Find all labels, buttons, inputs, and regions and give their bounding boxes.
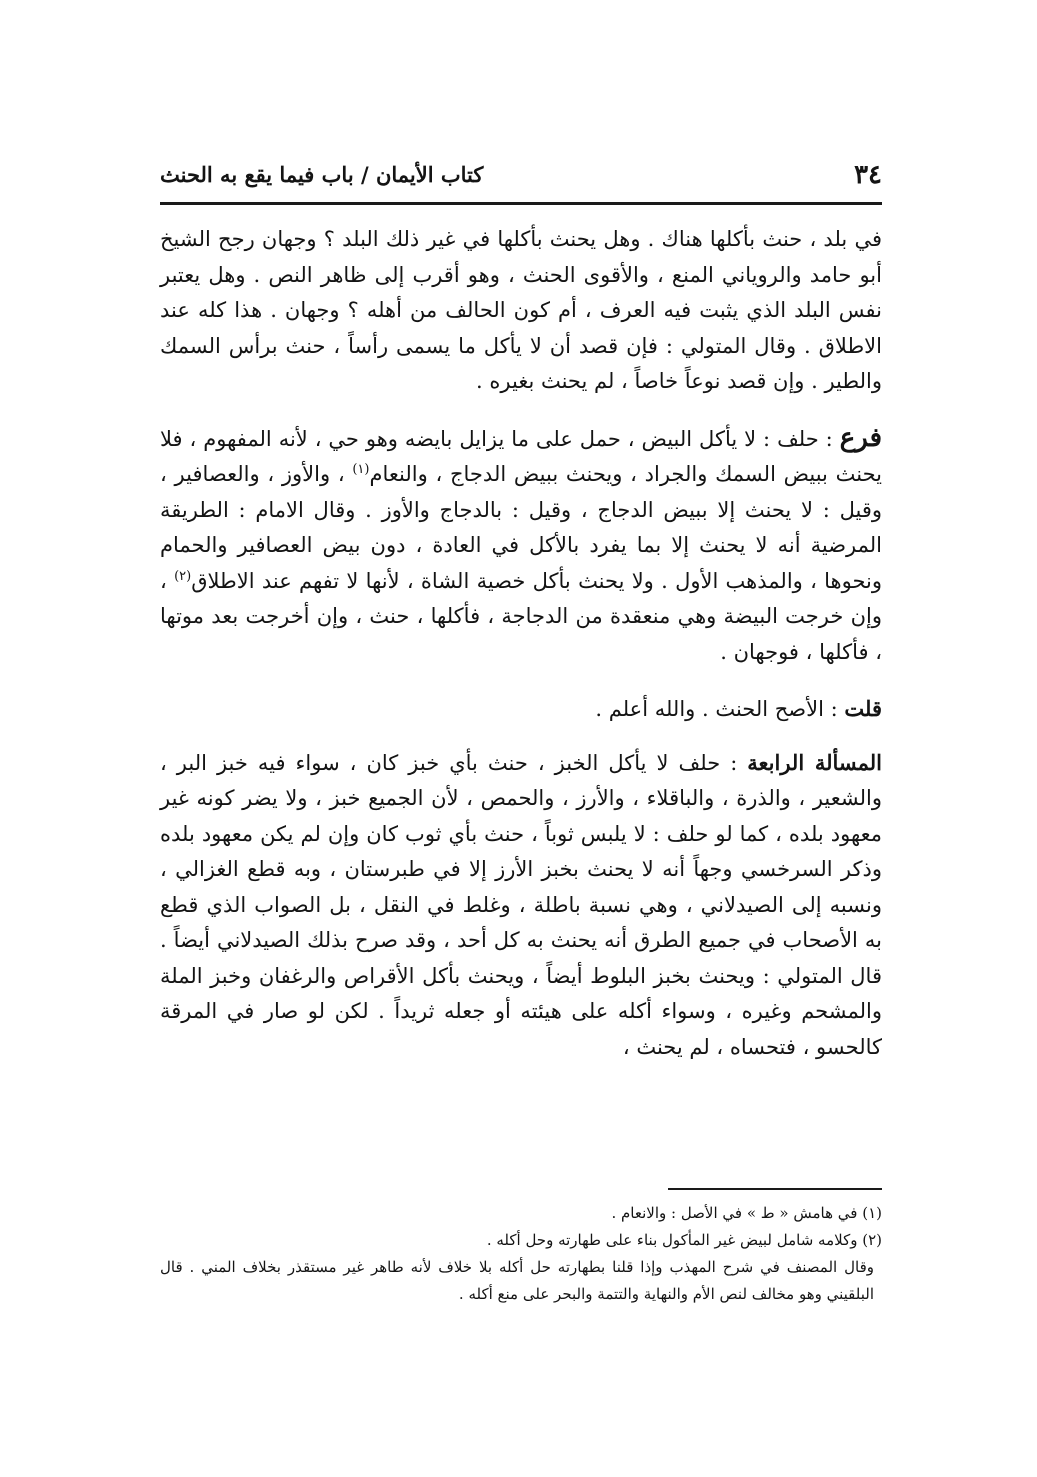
footnote-2: (٢) وكلامه شامل لبيض غير المأكول بناء على طهارته وحل أكله . [486,1231,882,1249]
footnotes [160,1200,882,1308]
main-text [160,222,882,1086]
paragraph-3 [160,691,882,728]
section-lead-qultu: قلت [844,696,882,721]
paragraph-4-text: : حلف لا يأكل الخبز ، حنث بأي خبز كان ، سواء فيه خبز البر ، والشعير ، والذرة ، والباقلاء ، والأرز ، والحمص ، لأن الجميع خبز ، ولا يضر كونه غير معهود بلده ، كما لو حلف : لا يلبس ثوباً ، حنث بأي ثوب كان وإن لم يكن معهود بلده وذكر السرخسي وجهاً أنه لا يحنث بخبز الأرز إلا في طبرستان ، وبه قطع الغزالي ، ونسبه إلى الصيدلاني ، وهي نسبة باطلة ، وغلط في النقل ، بل الصواب الذي قطع به الأصحاب في جميع الطرق أنه يحنث به كل أحد ، وقد صرح بذلك الصيدلاني أيضاً . قال المتولي : ويحنث بخبز البلوط أيضاً ، ويحنث بأكل الأقراص والرغفان وخبز الملة والمشحم وغيره ، وسواء أكله على هيئته أو جعله ثريداً . لكن لو صار في المرقة كالحسو ، فتحساه ، لم يحنث ، [160,750,882,1059]
paragraph-4 [160,745,882,1066]
paragraph-2-part-a: : حلف : لا يأكل البيض ، حمل على ما يزايل بايضه وهو حي ، لأنه المفهوم ، فلا يحنث ببيض السمك والجراد ، ويحنث ببيض الدجاج ، والنعام [160,426,882,486]
footnote-2-continuation: وقال المصنف في شرح المهذب وإذا قلنا بطهارته حل أكله بلا خلاف لأنه طاهر غير مستقذر بخلاف المني . قال البلقيني وهو مخالف لنص الأم والنهاية والتتمة والبحر على منع أكله . [160,1258,874,1303]
paragraph-2 [160,421,882,671]
footnote-ref-2: (٢) [174,568,192,584]
page-number: ٣٤ [854,160,882,190]
section-lead-far: فرع [839,422,882,453]
section-lead-masala: المسألة الرابعة [747,749,882,775]
footnote-1: (١) في هامش « ط » في الأصل : والانعام . [611,1204,882,1222]
paragraph-2-part-b: ، والأوز ، والعصافير ، وقيل : لا يحنث إلا ببيض الدجاج ، وقيل : بالدجاج والأوز . وقال الامام : الطريقة المرضية أنه لا يحنث إلا بما يفرد بالأكل في العادة ، دون بيض العصافير والحمام ونحوها ، والمذهب الأول . ولا يحنث بأكل خصية الشاة ، لأنها لا تفهم عند الاطلاق [160,462,882,593]
footnote-rule [668,1188,882,1190]
paragraph-3-text: : الأصح الحنث . والله أعلم . [595,697,845,721]
page-header [160,158,882,194]
header-rule [160,202,882,205]
running-title: كتاب الأيمان / باب فيما يقع به الحنث [160,162,484,187]
footnote-ref-1: (١) [352,462,370,477]
paragraph-1: في بلد ، حنث بأكلها هناك . وهل يحنث بأكلها في غير ذلك البلد ؟ وجهان رجح الشيخ أبو حامد والروياني المنع ، والأقوى الحنث ، وهو أقرب إلى ظاهر النص . وهل يعتبر نفس البلد الذي يثبت فيه العرف ، أم كون الحالف من أهله ؟ وجهان . هذا كله عند الاطلاق . وقال المتولي : فإن قصد أن لا يأكل ما يسمى رأساً ، حنث برأس السمك والطير . وإن قصد نوعاً خاصاً ، لم يحنث بغيره . [160,227,882,393]
paragraph-2-part-c: ، وإن خرجت البيضة وهي منعقدة من الدجاجة ، فأكلها ، حنث ، وإن أخرجت بعد موتها ، فأكلها ، فوجهان . [160,568,882,664]
